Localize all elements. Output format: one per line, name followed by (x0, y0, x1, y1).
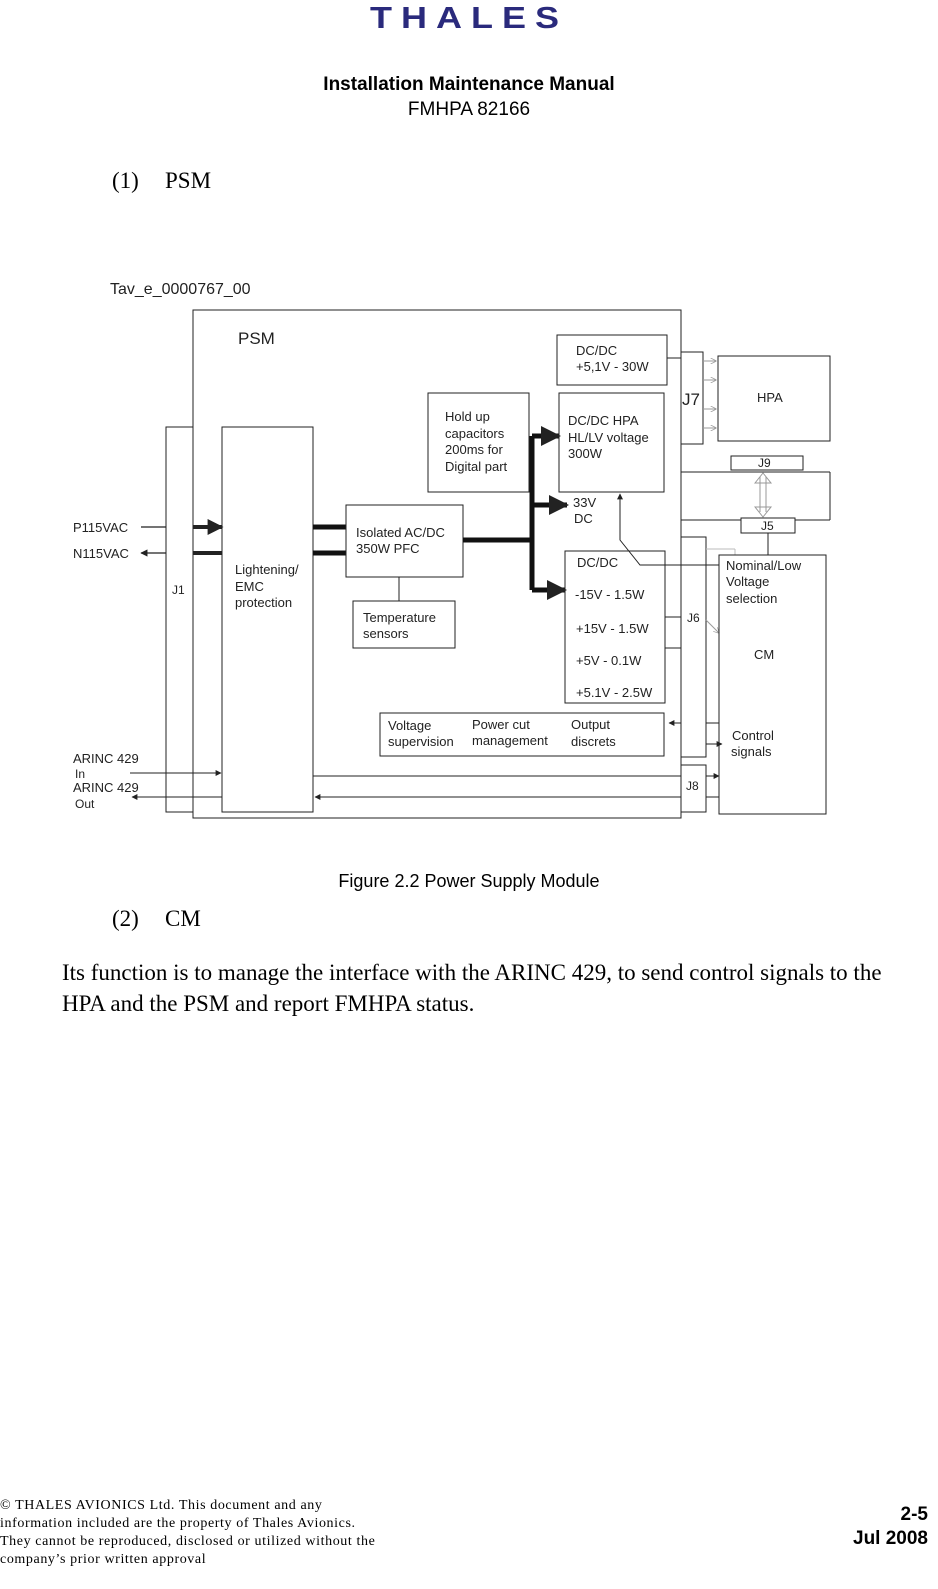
dcdc1-label-2: +5,1V - 30W (576, 359, 649, 374)
control-signals-label-1: Control (732, 728, 774, 743)
arinc-in-label-2: In (75, 767, 86, 781)
dcdc2-label-5: +5.1V - 2.5W (576, 685, 653, 700)
j7-label: J7 (682, 390, 700, 409)
cm-label: CM (754, 647, 775, 662)
dcdc2-label-3: +15V - 1.5W (576, 621, 649, 636)
holdup-label-3: 200ms for (445, 442, 503, 457)
cm-heading-text: CM (165, 906, 201, 931)
holdup-label-2: capacitors (445, 426, 505, 441)
arinc-out-label-1: ARINC 429 (73, 780, 139, 795)
dcdc1-label-1: DC/DC (576, 343, 618, 358)
j9-j5-arrow-down (755, 507, 771, 517)
nominal-label-3: selection (726, 591, 778, 606)
arinc-out-label-2: Out (75, 797, 95, 811)
cm-heading-number: (2) (112, 906, 139, 931)
holdup-label-1: Hold up (445, 409, 490, 424)
dcdc2-label-2: -15V - 1.5W (575, 587, 645, 602)
v33-label-1: 33V (573, 495, 597, 510)
copyright-line-4: company’s prior written approval (0, 1552, 207, 1567)
revision-date: Jul 2008 (853, 1528, 928, 1549)
isolated-label-2: 350W PFC (356, 541, 420, 556)
j6-to-cm-arrow (706, 620, 719, 633)
psm-heading-text: PSM (165, 168, 212, 193)
arinc-in-label-1: ARINC 429 (73, 751, 139, 766)
psm-label: PSM (238, 329, 275, 348)
cm-description: Its function is to manage the interface with the ARINC 429, to send control signals to the HPA and the PSM and report FMHPA status. (62, 960, 882, 1016)
j1-label: J1 (172, 583, 185, 597)
page-number: 2-5 (900, 1504, 928, 1525)
j5-label: J5 (761, 519, 774, 533)
nominal-label-1: Nominal/Low (726, 558, 802, 573)
control-signals-label-2: signals (731, 744, 772, 759)
manual-code: FMHPA 82166 (407, 99, 531, 120)
lightning-label-1: Lightening/ (235, 562, 299, 577)
copyright-notice (0, 1497, 375, 1569)
dcdc2-label-4: +5V - 0.1W (576, 653, 642, 668)
dcdchpa-label-2: HL/LV voltage (568, 430, 649, 445)
temp-label-2: sensors (363, 626, 409, 641)
psm-heading-number: (1) (112, 168, 139, 193)
j1-connector (166, 427, 193, 812)
isolated-label-1: Isolated AC/DC (356, 525, 445, 540)
nominal-label-2: Voltage (726, 574, 770, 589)
psm-block-diagram (0, 270, 938, 830)
thales-logo (0, 0, 938, 36)
logo-text: THALES (370, 0, 568, 35)
hpa-label: HPA (757, 390, 783, 405)
j6-label: J6 (687, 611, 700, 625)
dcdchpa-label-1: DC/DC HPA (568, 413, 639, 428)
voltage-supervision-label-1: Voltage (388, 718, 432, 733)
dcdc2-label-1: DC/DC (577, 555, 619, 570)
copyright-line-3: They cannot be reproduced, disclosed or utilized without the (0, 1534, 376, 1549)
output-discrets-label-2: discrets (571, 734, 616, 749)
dcdchpa-label-3: 300W (568, 446, 602, 461)
manual-title: Installation Maintenance Manual (323, 74, 615, 95)
copyright-line-2: information included are the property of Thales Avionics. (0, 1516, 356, 1531)
temp-label-1: Temperature (363, 610, 436, 625)
holdup-label-4: Digital part (445, 459, 508, 474)
j8-label: J8 (686, 779, 699, 793)
lightning-label-3: protection (235, 595, 293, 610)
lightning-label-2: EMC (235, 579, 264, 594)
power-cut-label-2: management (472, 733, 548, 748)
figure-caption: Figure 2.2 Power Supply Module (338, 871, 600, 891)
j9-j5-arrow-up (755, 473, 771, 483)
p115vac-label: P115VAC (73, 520, 129, 535)
cm-to-dcdchpa-arrow (620, 494, 719, 565)
j6-connector (681, 537, 706, 757)
output-discrets-label-1: Output (571, 717, 611, 732)
figure-reference: Tav_e_0000767_00 (110, 281, 251, 298)
voltage-supervision-label-2: supervision (388, 734, 454, 749)
j9-label: J9 (758, 456, 771, 470)
v33-label-2: DC (574, 511, 593, 526)
copyright-line-1: © THALES AVIONICS Ltd. This document and any (0, 1498, 323, 1513)
lightning-emc-block (222, 427, 313, 812)
n115vac-label: N115VAC (73, 546, 129, 561)
power-cut-label-1: Power cut (472, 717, 530, 732)
